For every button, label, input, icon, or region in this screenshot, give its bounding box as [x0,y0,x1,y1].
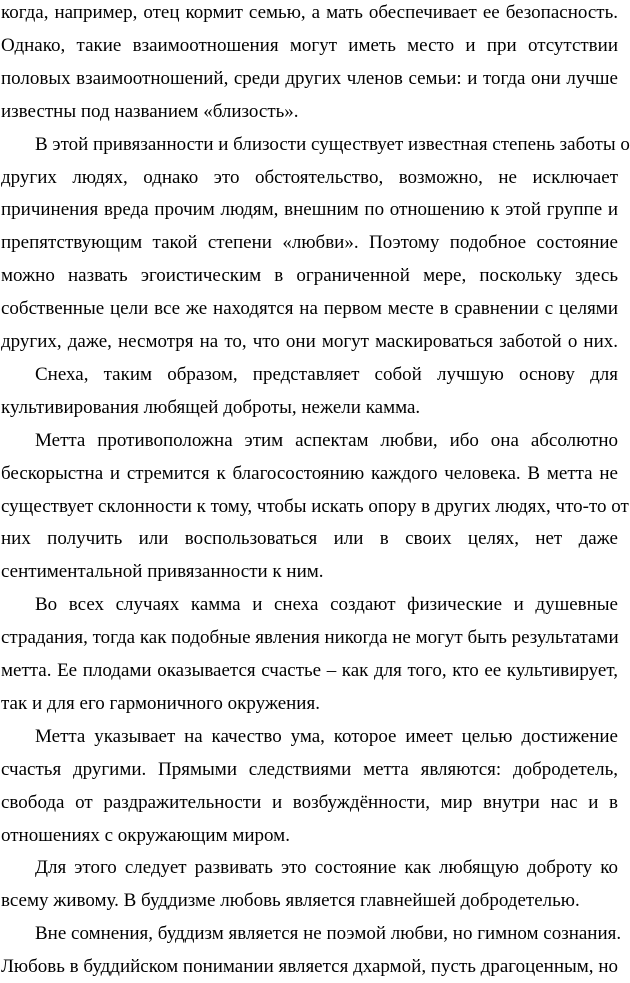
text-line: Во всех случаях камма и снеха создают физические и душевные [35,594,618,616]
text-line: так и для его гармоничного окружения. [1,692,320,714]
text-line: В этой привязанности и близости существует известная степень заботы о [35,133,630,155]
text-line: свобода от раздражительности и возбуждённости, мир внутри нас и в [1,791,618,813]
text-line: известны под названием «близость». [1,100,299,122]
text-line: собственные цели все же находятся на первом месте в сравнении с целями [1,298,618,320]
text-line: когда, например, отец кормит семью, а мать обеспечивает ее безопасность. [1,2,618,23]
text-line: отношениях с окружающим миром. [1,824,290,846]
text-line: сентиментальной привязанности к ним. [1,561,324,583]
text-line: всему живому. В буддизме любовь является главнейшей добродетелью. [1,890,580,912]
text-line: половых взаимоотношений, среди других членов семьи: и тогда они лучше [1,67,618,89]
text-line: Однако, такие взаимоотношения могут иметь место и при отсутствии [1,34,618,56]
text-line: Любовь в буддийском понимании является дхармой, пусть драгоценным, но [1,956,618,978]
text-line: счастья другими. Прямыми следствиями метта являются: добродетель, [1,758,618,780]
text-line: метта. Ее плодами оказывается счастье – как для того, кто ее культивирует, [1,660,618,681]
text-line: Метта указывает на качество ума, которое имеет целью достижение [35,725,618,747]
text-line: страдания, тогда как подобные явления никогда не могут быть результатами [1,627,619,649]
text-line: можно назвать эгоистическим в ограниченной мере, поскольку здесь [1,265,618,287]
text-line: препятствующим такой степени «любви». Поэтому подобное состояние [1,232,618,254]
text-line: Вне сомнения, буддизм является не поэмой любви, но гимном сознания. [35,923,622,945]
text-line: Для этого следует развивать это состояние как любящую доброту ко [35,857,618,879]
text-line: Метта противоположна этим аспектам любви, ибо она абсолютно [35,429,618,451]
text-line: культивирования любящей доброты, нежели камма. [1,396,421,418]
text-line: Снеха, таким образом, представляет собой лучшую основу для [35,363,618,385]
text-line: них получить или воспользоваться или в своих целях, нет даже [1,528,618,550]
text-line: причинения вреда прочим людям, внешним по отношению к этой группе и [1,199,618,221]
text-line: других людях, однако это обстоятельство, возможно, не исключает [1,166,618,188]
text-line: бескорыстна и стремится к благосостоянию каждого человека. В метта не [1,462,618,484]
text-line: других, даже, несмотря на то, что они могут маскироваться заботой о них. [1,331,618,352]
text-line: существует склонности к тому, чтобы искать опору в других людях, что-то от [1,495,629,517]
